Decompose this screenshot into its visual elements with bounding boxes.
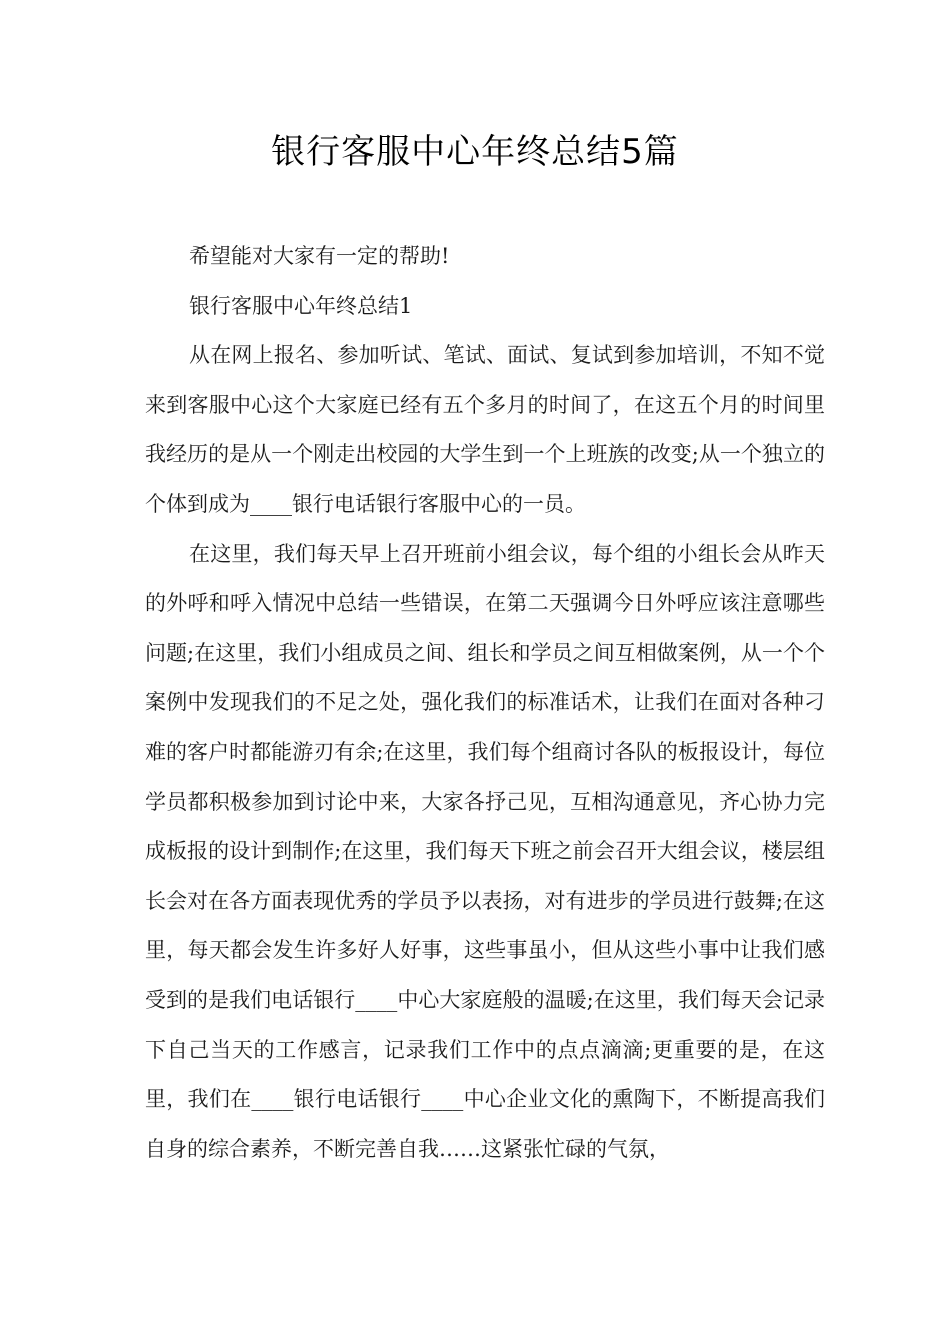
document-body xyxy=(145,232,825,1174)
paragraph: 在这里，我们每天早上召开班前小组会议，每个组的小组长会从昨天的外呼和呼入情况中总结一些错误，在第二天强调今日外呼应该注意哪些问题;在这里，我们小组成员之间、组长和学员之间互相做案例，从一个个案例中发现我们的不足之处，强化我们的标准话术，让我们在面对各种刁难的客户时都能游刃有余;在这里，我们每个组商讨各队的板报设计，每位学员都积极参加到讨论中来，大家各抒己见，互相沟通意见，齐心协力完成板报的设计到制作;在这里，我们每天下班之前会召开大组会议，楼层组长会对在各方面表现优秀的学员予以表扬，对有进步的学员进行鼓舞;在这里，每天都会发生许多好人好事，这些事虽小，但从这些小事中让我们感受到的是我们电话银行____中心大家庭般的温暖;在这里，我们每天会记录下自己当天的工作感言，记录我们工作中的点点滴滴;更重要的是，在这里，我们在____银行电话银行____中心企业文化的熏陶下，不断提高我们自身的综合素养，不断完善自我……这紧张忙碌的气氛， xyxy=(145,541,825,1161)
paragraph: 从在网上报名、参加听试、笔试、面试、复试到参加培训，不知不觉来到客服中心这个大家庭已经有五个多月的时间了，在这五个月的时间里我经历的是从一个刚走出校园的大学生到一个上班族的改变;从一个独立的个体到成为____银行电话银行客服中心的一员。 xyxy=(145,343,825,516)
document-title: 银行客服中心年终总结5篇 xyxy=(271,132,679,172)
section-heading: 银行客服中心年终总结1 xyxy=(189,293,413,318)
paragraph-intro: 希望能对大家有一定的帮助! xyxy=(189,244,450,268)
